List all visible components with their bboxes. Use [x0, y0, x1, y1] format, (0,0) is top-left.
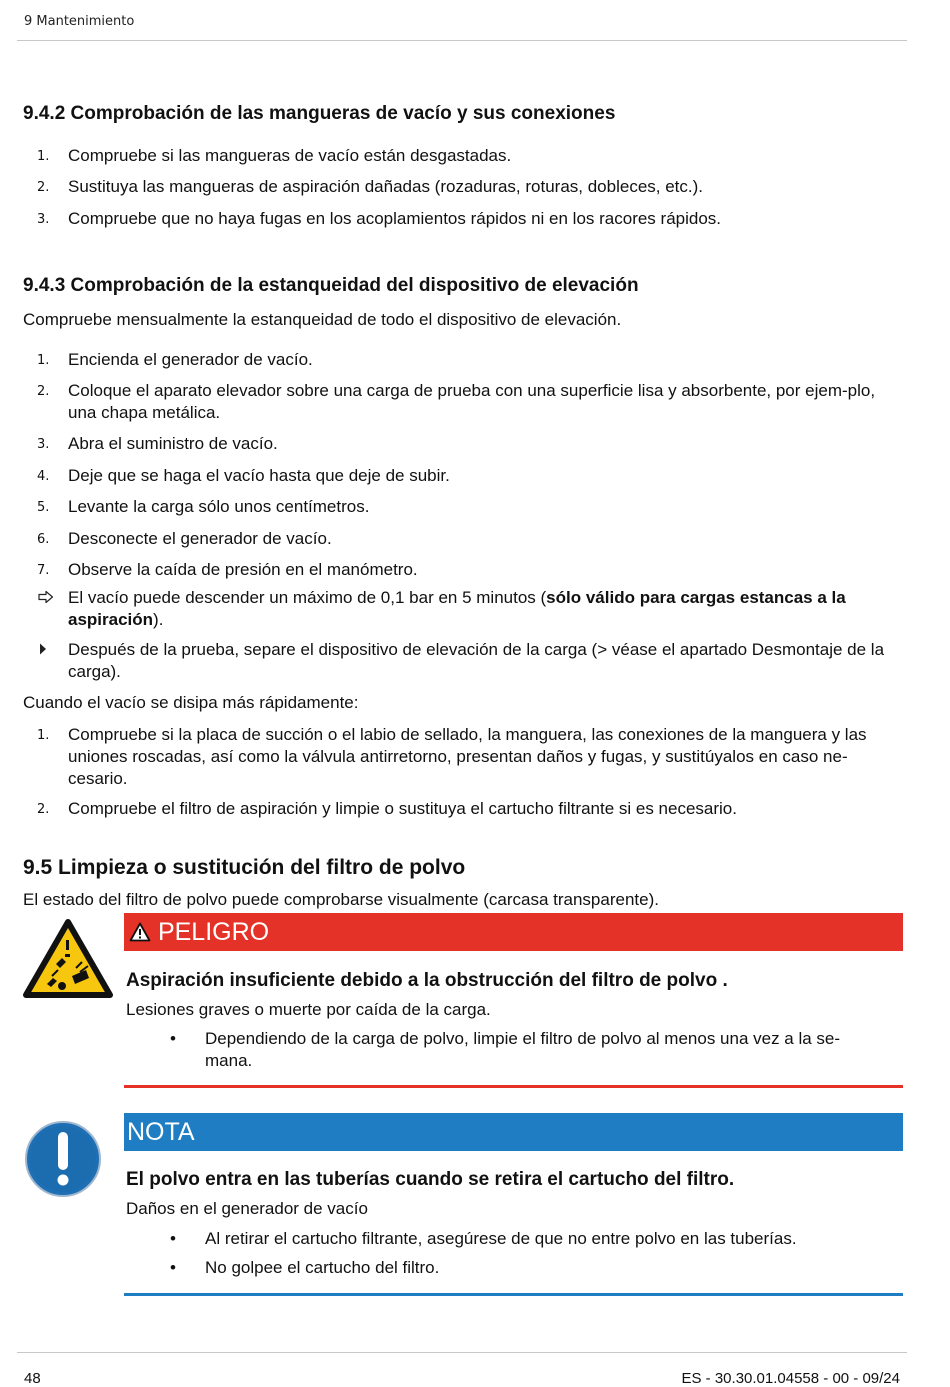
step-number: 4.	[37, 469, 50, 484]
step-number: 2.	[37, 384, 50, 399]
step-number: 3.	[37, 212, 50, 227]
bullet-dot: •	[170, 1029, 176, 1048]
step-number: 2.	[37, 180, 50, 195]
step-text: Abra el suministro de vacío.	[68, 434, 278, 453]
result-text: El vacío puede descender un máximo de 0,1 bar en 5 minutos (sólo válido para cargas estancas a la aspiración).	[68, 588, 846, 629]
action-triangle-icon	[23, 639, 68, 683]
note-bullet-text: Al retirar el cartucho filtrante, asegúrese de que no entre polvo en las tuberías.	[205, 1229, 797, 1248]
list-item	[23, 465, 903, 488]
exclamation-icon	[24, 1120, 102, 1198]
list-item	[170, 1257, 870, 1279]
falling-load-warning-icon	[22, 918, 114, 1000]
step-text: Sustituya las mangueras de aspiración dañadas (rozaduras, roturas, dobleces, etc.).	[68, 177, 704, 196]
faster-intro: Cuando el vacío se disipa más rápidamente:	[23, 693, 359, 712]
result-emphasis: sólo válido para cargas estancas a la aspiración	[68, 588, 846, 629]
note-label: NOTA	[127, 1118, 195, 1146]
step-text: Levante la carga sólo unos centímetros.	[68, 497, 370, 516]
step-text: Coloque el aparato elevador sobre una carga de prueba con una superficie lisa y absorbente, por ejem-plo, una chapa metálica.	[68, 381, 876, 422]
note-banner	[124, 1113, 903, 1151]
step-text: Encienda el generador de vacío.	[68, 350, 313, 369]
step-number: 1.	[37, 149, 50, 164]
section-942-title: 9.4.2 Comprobación de las mangueras de vacío y sus conexiones	[23, 103, 616, 124]
section-95-title: 9.5 Limpieza o sustitución del filtro de polvo	[23, 856, 466, 879]
list-item	[170, 1228, 870, 1250]
step-number: 6.	[37, 532, 50, 547]
section-95-intro: El estado del filtro de polvo puede comprobarse visualmente (carcasa transparente).	[23, 890, 659, 909]
note-bottom-rule	[124, 1293, 903, 1296]
danger-bottom-rule	[124, 1085, 903, 1088]
section-943-intro: Compruebe mensualmente la estanqueidad de todo el dispositivo de elevación.	[23, 310, 622, 329]
danger-banner	[124, 913, 903, 951]
result-item	[23, 587, 903, 631]
note-bullet-text: No golpee el cartucho del filtro.	[205, 1258, 440, 1277]
danger-consequence: Lesiones graves o muerte por caída de la carga.	[126, 1000, 491, 1019]
step-text: Observe la caída de presión en el manómetro.	[68, 560, 418, 579]
list-item	[23, 176, 903, 199]
list-item	[23, 528, 903, 551]
danger-bullet-text: Dependiendo de la carga de polvo, limpie el filtro de polvo al menos una vez a la se-mana.	[205, 1029, 841, 1070]
list-item	[23, 798, 903, 821]
bullet-dot: •	[170, 1258, 176, 1277]
header-divider	[17, 40, 907, 41]
step-text: Compruebe si las mangueras de vacío están desgastadas.	[68, 146, 512, 165]
action-item	[23, 639, 903, 683]
step-number: 7.	[37, 563, 50, 578]
note-title: El polvo entra en las tuberías cuando se retira el cartucho del filtro.	[126, 1169, 735, 1190]
list-item	[23, 380, 903, 424]
chapter-header: 9 Mantenimiento	[24, 14, 135, 29]
list-item	[23, 433, 903, 456]
step-text: Deje que se haga el vacío hasta que deje de subir.	[68, 466, 450, 485]
bullet-dot: •	[170, 1229, 176, 1248]
step-text: Compruebe si la placa de succión o el labio de sellado, la manguera, las conexiones de la manguera y las uniones roscadas, así como la válvula antirretorno, presentan daños y fugas, y sustitúyalos en caso ne-cesario.	[68, 725, 867, 788]
step-number: 5.	[37, 500, 50, 515]
action-text: Después de la prueba, separe el dispositivo de elevación de la carga (> véase el apartado Desmontaje de la carga).	[68, 640, 885, 681]
step-text: Compruebe el filtro de aspiración y limpie o sustituya el cartucho filtrante si es necesario.	[68, 799, 737, 818]
warning-triangle-icon	[129, 922, 151, 942]
list-item	[23, 496, 903, 519]
step-number: 2.	[37, 802, 50, 817]
step-text: Compruebe que no haya fugas en los acoplamientos rápidos ni en los racores rápidos.	[68, 209, 722, 228]
list-item	[23, 145, 903, 168]
step-number: 1.	[37, 353, 50, 368]
danger-title: Aspiración insuficiente debido a la obstrucción del filtro de polvo .	[126, 970, 728, 991]
list-item	[23, 349, 903, 372]
document-id: ES - 30.30.01.04558 - 00 - 09/24	[681, 1370, 900, 1387]
page-number: 48	[24, 1370, 41, 1387]
list-item	[23, 559, 903, 582]
footer-divider	[17, 1352, 907, 1353]
step-text: Desconecte el generador de vacío.	[68, 529, 332, 548]
list-item	[23, 208, 903, 231]
list-item	[170, 1028, 870, 1072]
step-number: 1.	[37, 728, 50, 743]
list-item	[23, 724, 903, 790]
danger-label: PELIGRO	[157, 918, 270, 946]
section-943-title: 9.4.3 Comprobación de la estanqueidad del dispositivo de elevación	[23, 275, 639, 296]
note-consequence: Daños en el generador de vacío	[126, 1199, 368, 1218]
step-number: 3.	[37, 437, 50, 452]
result-arrow-icon	[23, 587, 68, 631]
